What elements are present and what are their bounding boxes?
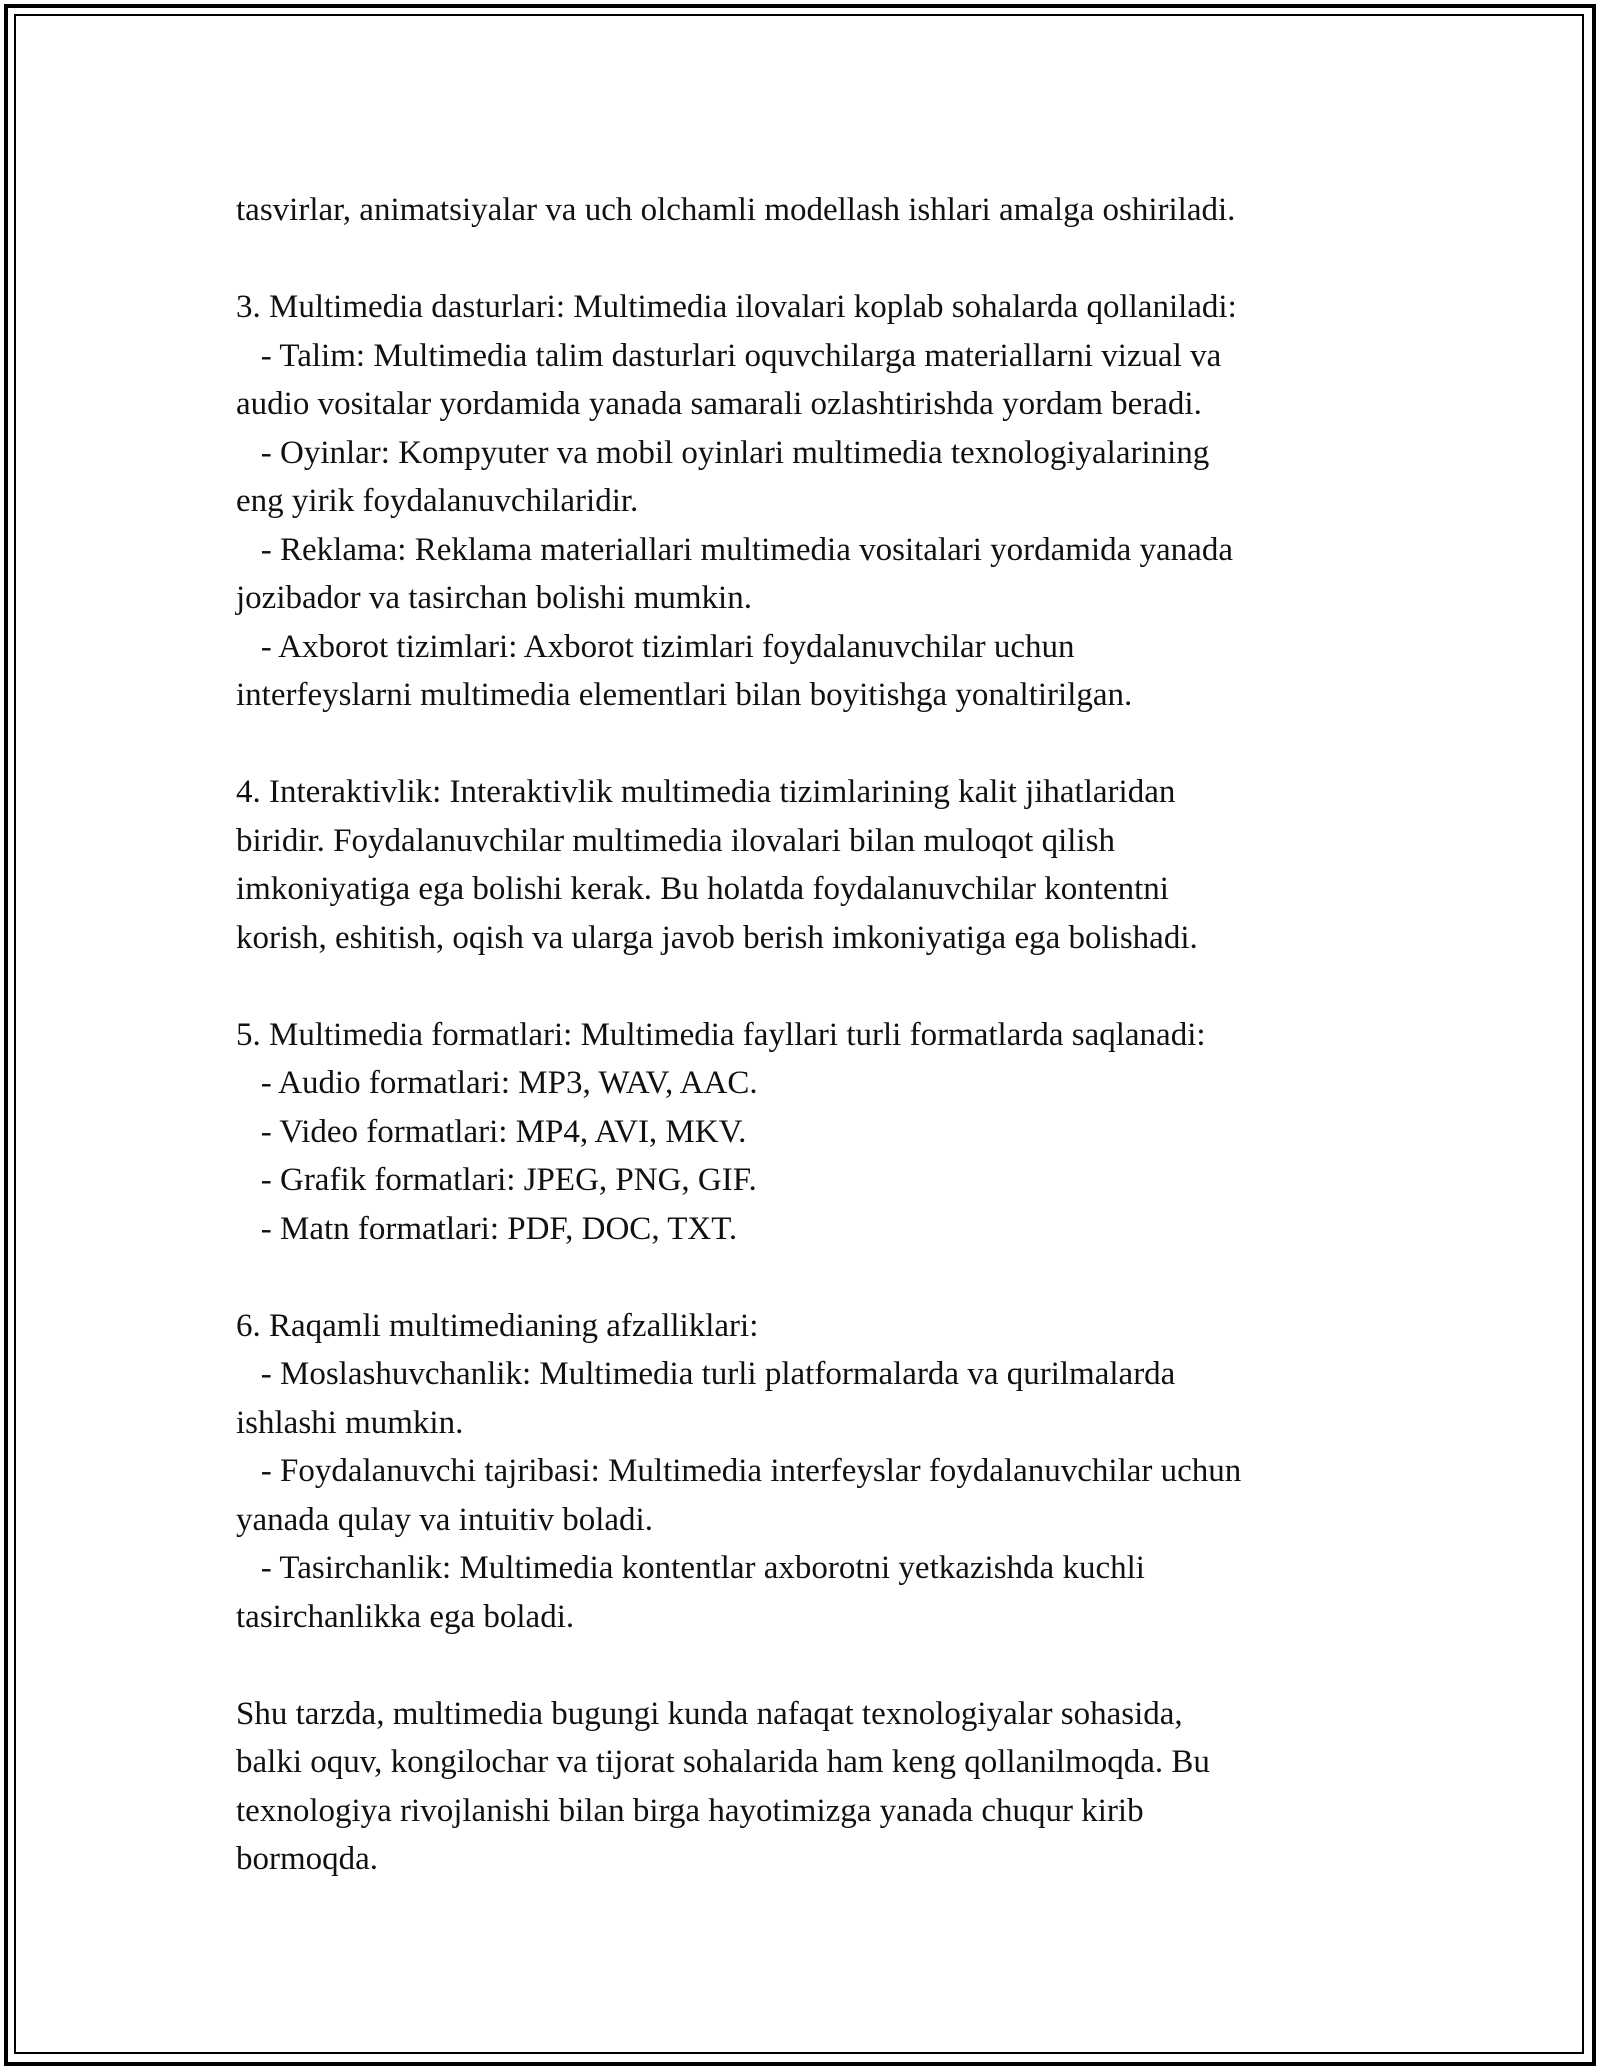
text-line: ishlashi mumkin. (236, 1404, 464, 1441)
section-heading: 5. Multimedia formatlari: Multimedia fayllari turli formatlarda saqlanadi: (236, 1016, 1206, 1053)
section-heading: 6. Raqamli multimedianing afzalliklari: (236, 1307, 759, 1344)
text-line: - Tasirchanlik: Multimedia kontentlar axborotni yetkazishda kuchli (236, 1550, 1145, 1586)
text-line: - Audio formatlari: MP3, WAV, AAC. (236, 1065, 758, 1101)
conclusion-line: balki oquv, kongilochar va tijorat sohalarida ham keng qollanilmoqda. Bu (236, 1744, 1210, 1780)
text-line: - Grafik formatlari: JPEG, PNG, GIF. (236, 1162, 757, 1198)
blank-line (236, 1641, 1376, 1690)
text-line: - Matn formatlari: PDF, DOC, TXT. (236, 1210, 738, 1247)
text-line: yanada qulay va intuitiv boladi. (236, 1501, 653, 1538)
section-heading: 3. Multimedia dasturlari: Multimedia ilovalari koplab sohalarda qollaniladi: (236, 289, 1237, 325)
text-line: - Oyinlar: Kompyuter va mobil oyinlari multimedia texnologiyalarining (236, 434, 1210, 471)
text-line: jozibador va tasirchan bolishi mumkin. (236, 580, 752, 616)
text-line: - Reklama: Reklama materiallari multimedia vositalari yordamida yanada (236, 531, 1233, 568)
text-line: - Foydalanuvchi tajribasi: Multimedia interfeyslar foydalanuvchilar uchun (236, 1453, 1242, 1489)
text-line: - Moslashuvchanlik: Multimedia turli platformalarda va qurilmalarda (236, 1356, 1176, 1392)
text-line: audio vositalar yordamida yanada samarali ozlashtirishda yordam beradi. (236, 386, 1202, 422)
section-heading: 4. Interaktivlik: Interaktivlik multimedia tizimlarining kalit jihatlaridan (236, 774, 1176, 810)
conclusion-line: bormoqda. (236, 1841, 379, 1877)
text-line: - Talim: Multimedia talim dasturlari oquvchilarga materiallarni vizual va (236, 337, 1222, 374)
blank-line (236, 720, 1376, 769)
text-line: biridir. Foydalanuvchilar multimedia ilovalari bilan muloqot qilish (236, 822, 1115, 859)
blank-line (236, 962, 1376, 1011)
text-line: tasirchanlikka ega boladi. (236, 1598, 575, 1635)
blank-line (236, 1253, 1376, 1302)
text-line: - Video formatlari: MP4, AVI, MKV. (236, 1113, 747, 1150)
text-line: eng yirik foydalanuvchilaridir. (236, 483, 639, 519)
text-line: tasvirlar, animatsiyalar va uch olchamli modellash ishlari amalga oshiriladi. (236, 192, 1236, 228)
text-line: korish, eshitish, oqish va ularga javob berish imkoniyatiga ega bolishadi. (236, 919, 1198, 956)
conclusion-line: Shu tarzda, multimedia bugungi kunda nafaqat texnologiyalar sohasida, (236, 1695, 1183, 1732)
text-line: - Axborot tizimlari: Axborot tizimlari foydalanuvchilar uchun (236, 628, 1075, 665)
text-line: imkoniyatiga ega bolishi kerak. Bu holatda foydalanuvchilar kontentni (236, 871, 1169, 907)
conclusion-line: texnologiya rivojlanishi bilan birga hayotimizga yanada chuqur kirib (236, 1792, 1144, 1829)
document-body (236, 186, 1376, 1884)
text-line: interfeyslarni multimedia elementlari bilan boyitishga yonaltirilgan. (236, 677, 1133, 713)
blank-line (236, 235, 1376, 284)
